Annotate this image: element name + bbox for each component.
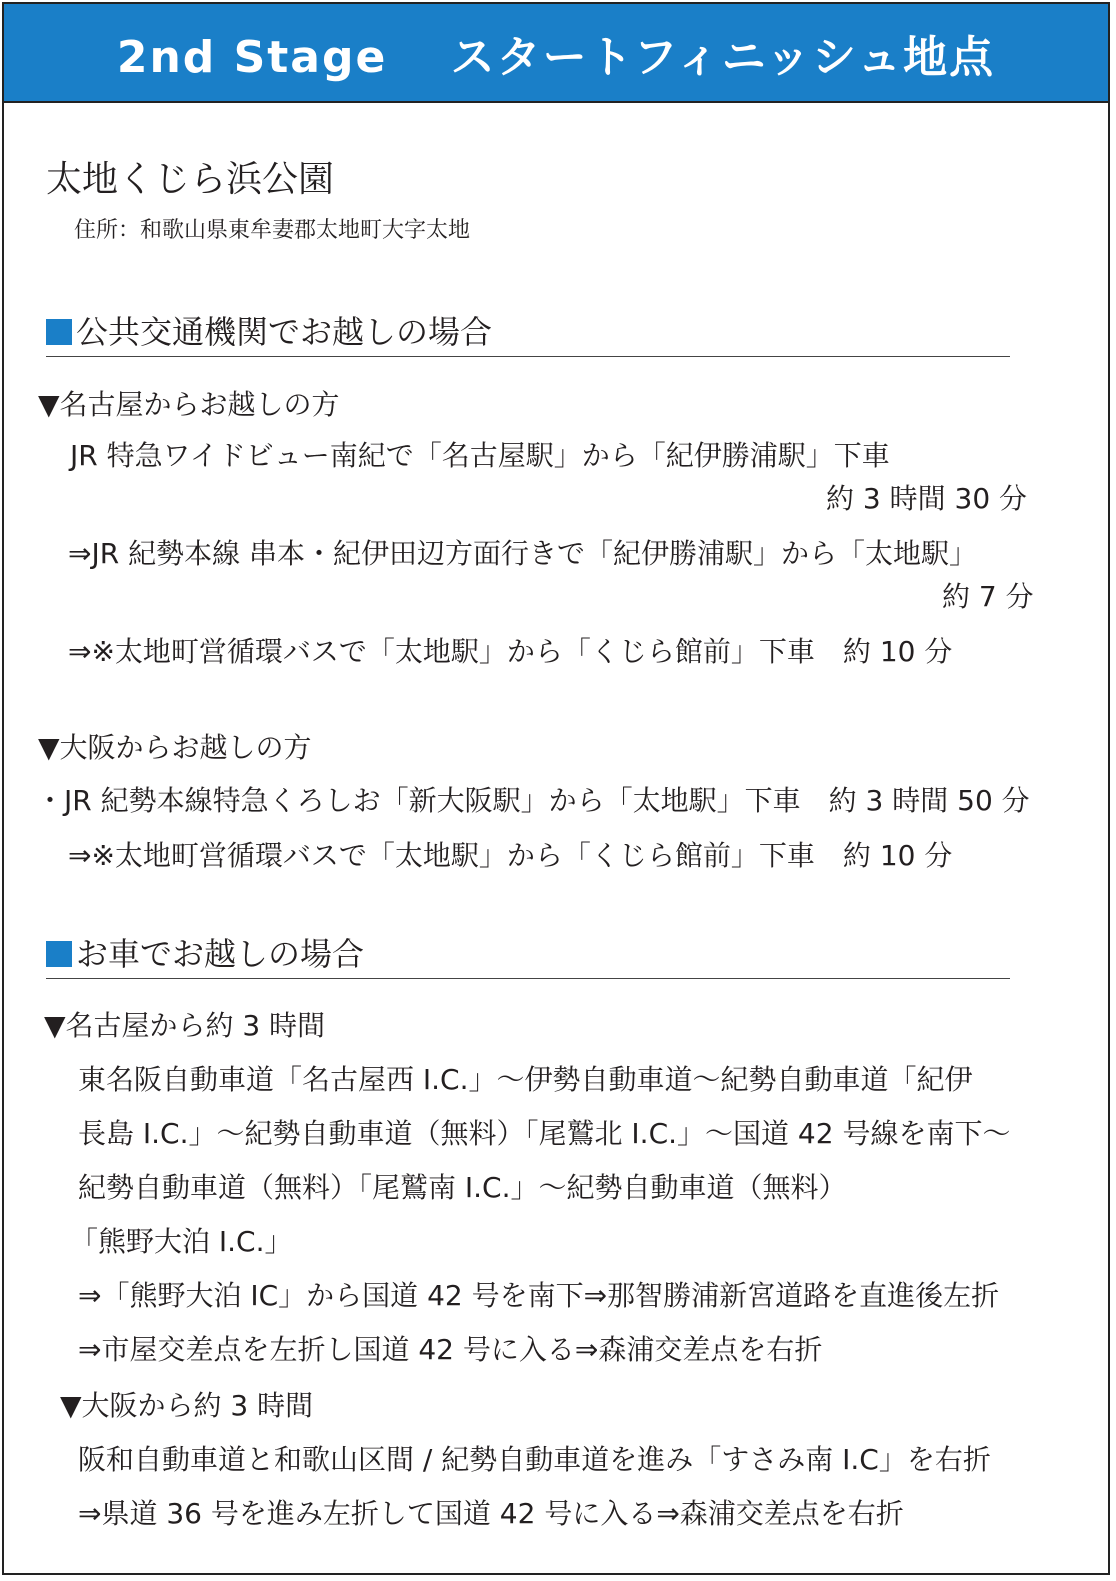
- route-line: ⇒※太地町営循環バスで「太地駅」から「くじら館前」下車 約 10 分: [68, 839, 953, 872]
- subsection-title: ▼名古屋からお越しの方: [38, 388, 340, 421]
- route-line: ⇒「熊野大泊 IC」から国道 42 号を南下⇒那智勝浦新宮道路を直進後左折: [78, 1279, 1000, 1312]
- page-title: 2nd Stage スタートフィニッシュ地点: [116, 31, 996, 83]
- route-line: ⇒※太地町営循環バスで「太地駅」から「くじら館前」下車 約 10 分: [68, 635, 953, 668]
- section-car: [46, 935, 365, 973]
- route-duration: 約 7 分: [942, 580, 1034, 613]
- route-duration: 約 3 時間 30 分: [826, 482, 1028, 515]
- route-line: ⇒JR 紀勢本線 串本・紀伊田辺方面行きで「紀伊勝浦駅」から「太地駅」: [68, 537, 977, 570]
- subsection-title: ▼大阪からお越しの方: [38, 731, 312, 764]
- route-line: ⇒市屋交差点を左折し国道 42 号に入る⇒森浦交差点を右折: [78, 1333, 823, 1366]
- route-line: 「熊野大泊 I.C.」: [70, 1225, 293, 1258]
- subsection-title: ▼大阪から約 3 時間: [60, 1389, 314, 1422]
- section-divider: [46, 978, 1010, 979]
- square-bullet-icon: [46, 319, 72, 345]
- route-line: ⇒県道 36 号を進み左折して国道 42 号に入る⇒森浦交差点を右折: [78, 1497, 904, 1530]
- section-divider: [46, 356, 1010, 357]
- route-line: 紀勢自動車道（無料）「尾鷲南 I.C.」〜紀勢自動車道（無料）: [78, 1171, 847, 1204]
- route-line: 東名阪自動車道「名古屋西 I.C.」〜伊勢自動車道〜紀勢自動車道「紀伊: [78, 1063, 973, 1096]
- section-heading: 公共交通機関でお越しの場合: [76, 313, 493, 351]
- section-heading: お車でお越しの場合: [76, 935, 365, 973]
- square-bullet-icon: [46, 941, 72, 967]
- route-line: 阪和自動車道と和歌山区間 / 紀勢自動車道を進み「すさみ南 I.C」を右折: [78, 1443, 991, 1476]
- route-line: ・JR 紀勢本線特急くろしお「新大阪駅」から「太地駅」下車 約 3 時間 50 分: [36, 784, 1030, 817]
- title-banner: [4, 4, 1108, 103]
- route-line: JR 特急ワイドビュー南紀で「名古屋駅」から「紀伊勝浦駅」下車: [70, 439, 890, 472]
- route-line: 長島 I.C.」〜紀勢自動車道（無料）「尾鷲北 I.C.」〜国道 42 号線を南下〜: [78, 1117, 1011, 1150]
- subsection-title: ▼名古屋から約 3 時間: [44, 1009, 326, 1042]
- page-frame: [2, 2, 1110, 1575]
- place-address: 住所：和歌山県東牟妻郡太地町大字太地: [74, 218, 471, 243]
- place-name: 太地くじら浜公園: [46, 159, 335, 200]
- section-public-transport: [46, 313, 493, 351]
